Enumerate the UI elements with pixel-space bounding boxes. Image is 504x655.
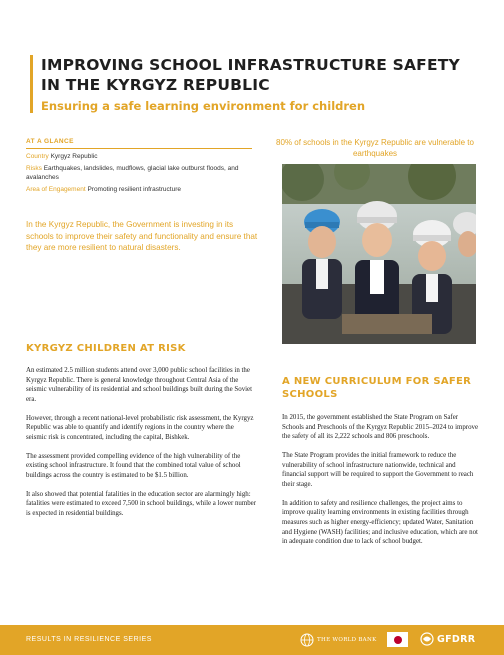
glance-value: Kyrgyz Republic [50, 153, 98, 160]
body-paragraph: In addition to safety and resilience challenges, the project aims to improve quality learning environments in existing facilities through measures such as higher energy-efficiency; updated Water, Sanitation and Hygiene (WASH) facilities; and inclusive education, which are not in adequate condition due to lack of school budget. [282, 499, 478, 546]
body-paragraph: The assessment provided compelling evidence of the high vulnerability of the existing school infrastructure. It found that the combined total value of school buildings across the country is estimated to be $1.5 billion. [26, 452, 241, 479]
photo-illustration [282, 164, 476, 344]
body-paragraph: The State Program provides the initial framework to reduce the vulnerability of school infrastructure nationwide, technical and financial support will be required to support the Government to reach their stage. [282, 452, 474, 488]
glance-value: Promoting resilient infrastructure [87, 186, 182, 193]
page-title: IMPROVING SCHOOL INFRASTRUCTURE SAFETY IN THE KYRGYZ REPUBLIC [41, 56, 460, 94]
glance-row-engagement [26, 185, 252, 194]
gfdrr-emblem-icon [420, 632, 434, 646]
glance-value: Earthquakes, landslides, mudflows, glacial lake outburst floods, and avalanches [26, 165, 239, 181]
photo-caption: 80% of schools in the Kyrgyz Republic are vulnerable to earthquakes [276, 138, 474, 158]
flag-sun [394, 636, 402, 644]
section-heading-new-curriculum: A NEW CURRICULUM FOR SAFER SCHOOLS [282, 376, 472, 400]
glance-key: Risks [26, 165, 42, 172]
at-a-glance-heading: AT A GLANCE [26, 138, 252, 149]
body-paragraph: An estimated 2.5 million students attend over 3,000 public school facilities in the Kyrgyz Republic. There is general knowledge throughout Central Asia of the seismic vulnerability of its residential and school buildings built during the Soviet era. [26, 367, 253, 403]
intro-statement: In the Kyrgyz Republic, the Government is investing in its schools to improve their safety and functionality and ensure that they are more resilient to natural disasters. [26, 220, 258, 252]
glance-key: Area of Engagement [26, 186, 86, 193]
world-bank-logo [300, 632, 376, 648]
japan-flag-icon [387, 632, 408, 647]
section-heading-children-at-risk: KYRGYZ CHILDREN AT RISK [26, 343, 186, 354]
page-subtitle: Ensuring a safe learning environment for children [41, 99, 366, 113]
globe-icon [300, 633, 314, 647]
world-bank-wordmark: THE WORLD BANK [317, 637, 377, 643]
gfdrr-wordmark: GFDRR [437, 633, 476, 645]
glance-key: Country [26, 153, 49, 160]
series-label: RESULTS IN RESILIENCE SERIES [26, 636, 152, 643]
body-paragraph: However, through a recent national-level probabilistic risk assessment, the Kyrgyz Republic was able to quantify and identify regions in the country where the seismic risk is concentrated, including the capital, Bishkek. [26, 414, 254, 441]
children-at-risk-body [26, 366, 256, 528]
title-block [30, 55, 480, 113]
glance-row-country [26, 152, 252, 161]
body-paragraph: In 2015, the government established the State Program on Safer Schools and Preschools of the Kyrgyz Republic 2015–2024 to improve the safety of all its 2,222 schools and 806 preschools. [282, 414, 479, 441]
body-paragraph: It also showed that potential fatalities in the education sector are alarmingly high: fatalities were estimated to exceed 7,500 in school buildings, while a lower number is expected in residential buildings. [26, 490, 257, 518]
footer-bar [0, 625, 504, 655]
gfdrr-logo [420, 632, 475, 646]
at-a-glance-box [26, 138, 252, 194]
children-helmets-photo [282, 164, 476, 344]
glance-row-risks [26, 164, 252, 182]
new-curriculum-body [282, 413, 480, 556]
